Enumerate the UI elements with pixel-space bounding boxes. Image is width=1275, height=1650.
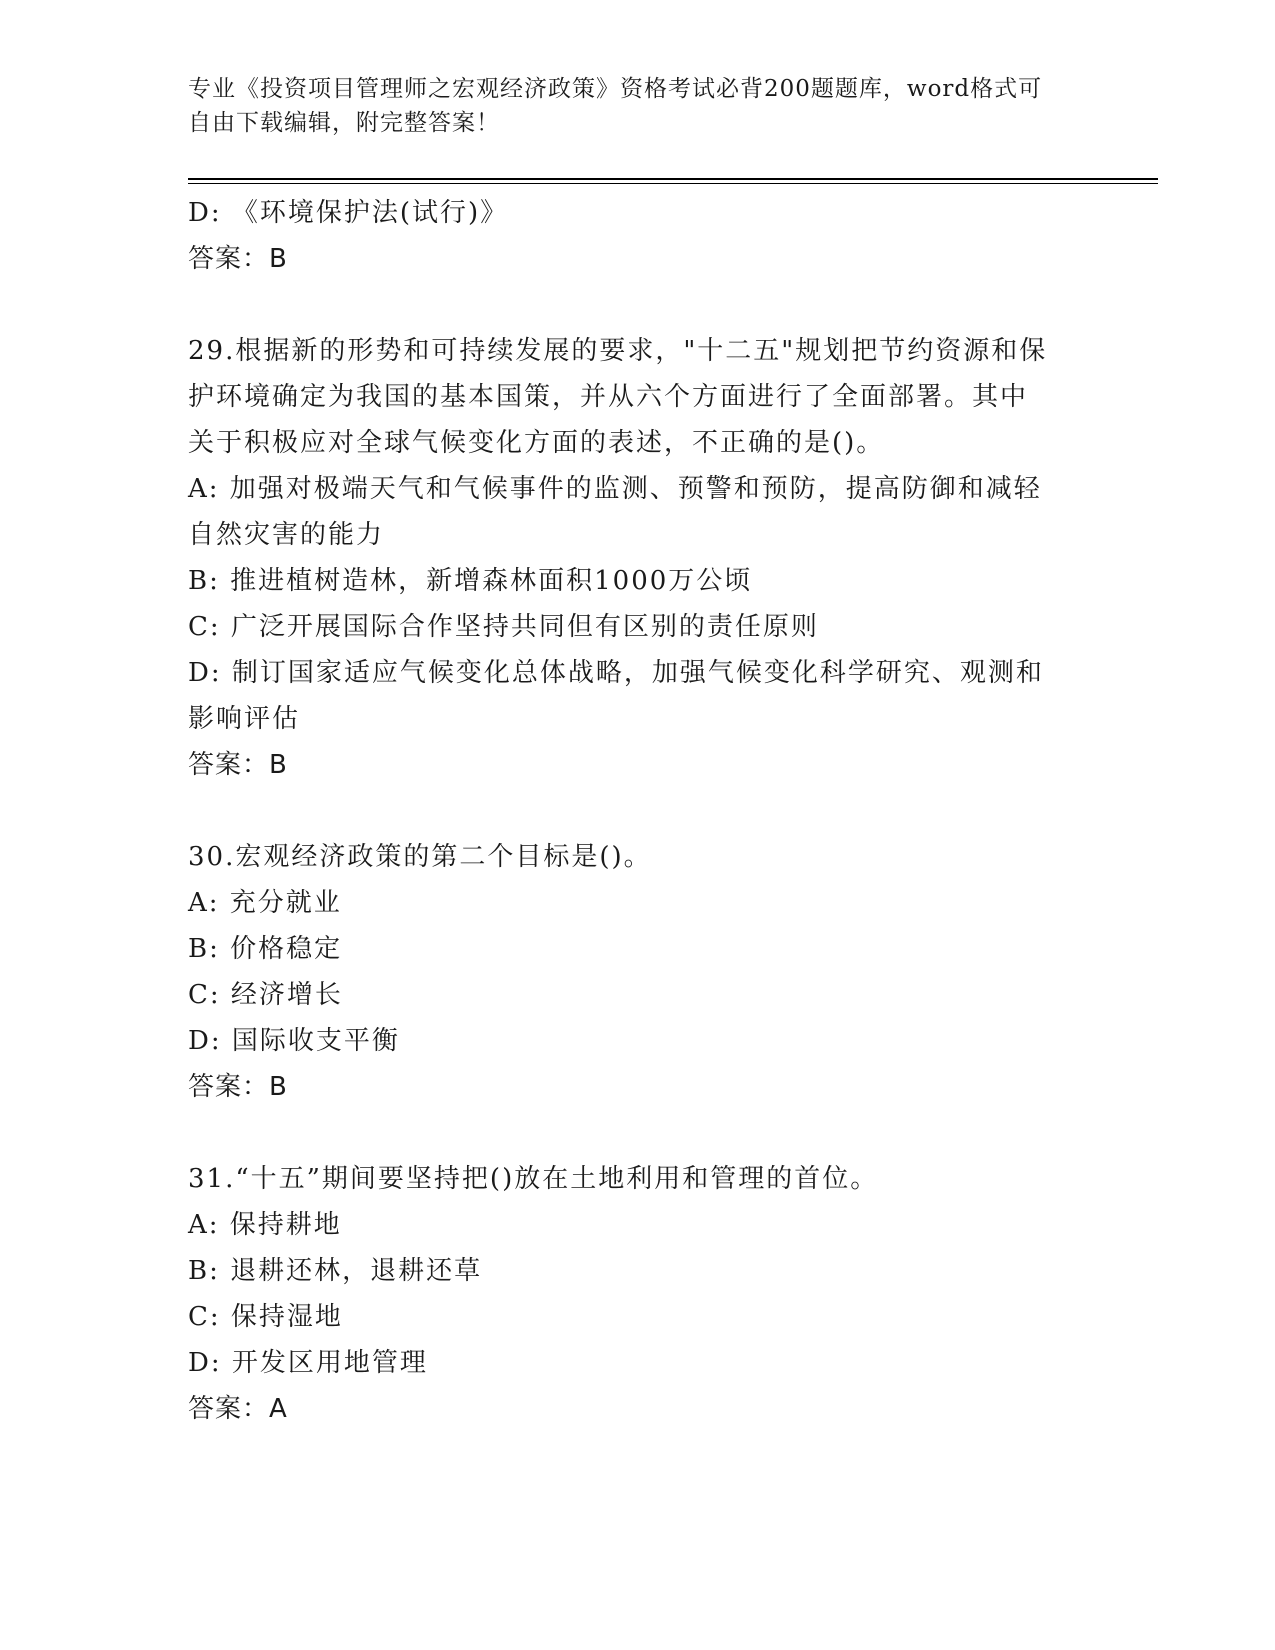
option-a-line: A: 加强对极端天气和气候事件的监测、预警和预防，提高防御和减轻 xyxy=(188,474,1042,504)
header-line-1: 专业《投资项目管理师之宏观经济政策》资格考试必背200题题库，word格式可 xyxy=(188,76,1043,102)
question-31 xyxy=(188,1156,1088,1432)
option-a: A: 充分就业 xyxy=(188,888,342,918)
header-divider-thin xyxy=(188,183,1158,184)
carry-option-d: D: 《环境保护法(试行)》 xyxy=(188,198,509,228)
question-text-line: 29.根据新的形势和可持续发展的要求，"十二五"规划把节约资源和保 xyxy=(188,336,1048,366)
question-text-line: 31.“十五”期间要坚持把()放在土地利用和管理的首位。 xyxy=(188,1164,879,1194)
question-30 xyxy=(188,834,1088,1110)
option-a-line: 自然灾害的能力 xyxy=(188,520,385,550)
question-text-line: 30.宏观经济政策的第二个目标是()。 xyxy=(188,842,652,872)
option-d: D: 国际收支平衡 xyxy=(188,1026,400,1056)
option-c: C: 经济增长 xyxy=(188,980,343,1010)
question-29 xyxy=(188,328,1088,788)
question-text-line: 关于积极应对全球气候变化方面的表述，不正确的是()。 xyxy=(188,428,885,458)
carry-answer: 答案：B xyxy=(188,244,288,274)
option-a: A: 保持耕地 xyxy=(188,1210,342,1240)
answer: 答案：B xyxy=(188,750,288,780)
option-d-line: 影响评估 xyxy=(188,704,301,734)
option-d-line: D: 制订国家适应气候变化总体战略，加强气候变化科学研究、观测和 xyxy=(188,658,1044,688)
option-b: B: 价格稳定 xyxy=(188,934,343,964)
header-line-2: 自由下载编辑，附完整答案！ xyxy=(188,110,500,136)
option-c: C: 广泛开展国际合作坚持共同但有区别的责任原则 xyxy=(188,612,819,642)
option-b: B: 退耕还林，退耕还草 xyxy=(188,1256,483,1286)
question-content xyxy=(188,190,1088,1432)
option-c: C: 保持湿地 xyxy=(188,1302,343,1332)
answer: 答案：B xyxy=(188,1072,288,1102)
answer: 答案：A xyxy=(188,1394,288,1424)
question-text-line: 护环境确定为我国的基本国策，并从六个方面进行了全面部署。其中 xyxy=(188,382,1029,412)
document-header xyxy=(188,72,1068,140)
header-divider-thick xyxy=(188,178,1158,180)
option-d: D: 开发区用地管理 xyxy=(188,1348,428,1378)
option-b: B: 推进植树造林，新增森林面积1000万公顷 xyxy=(188,566,753,596)
